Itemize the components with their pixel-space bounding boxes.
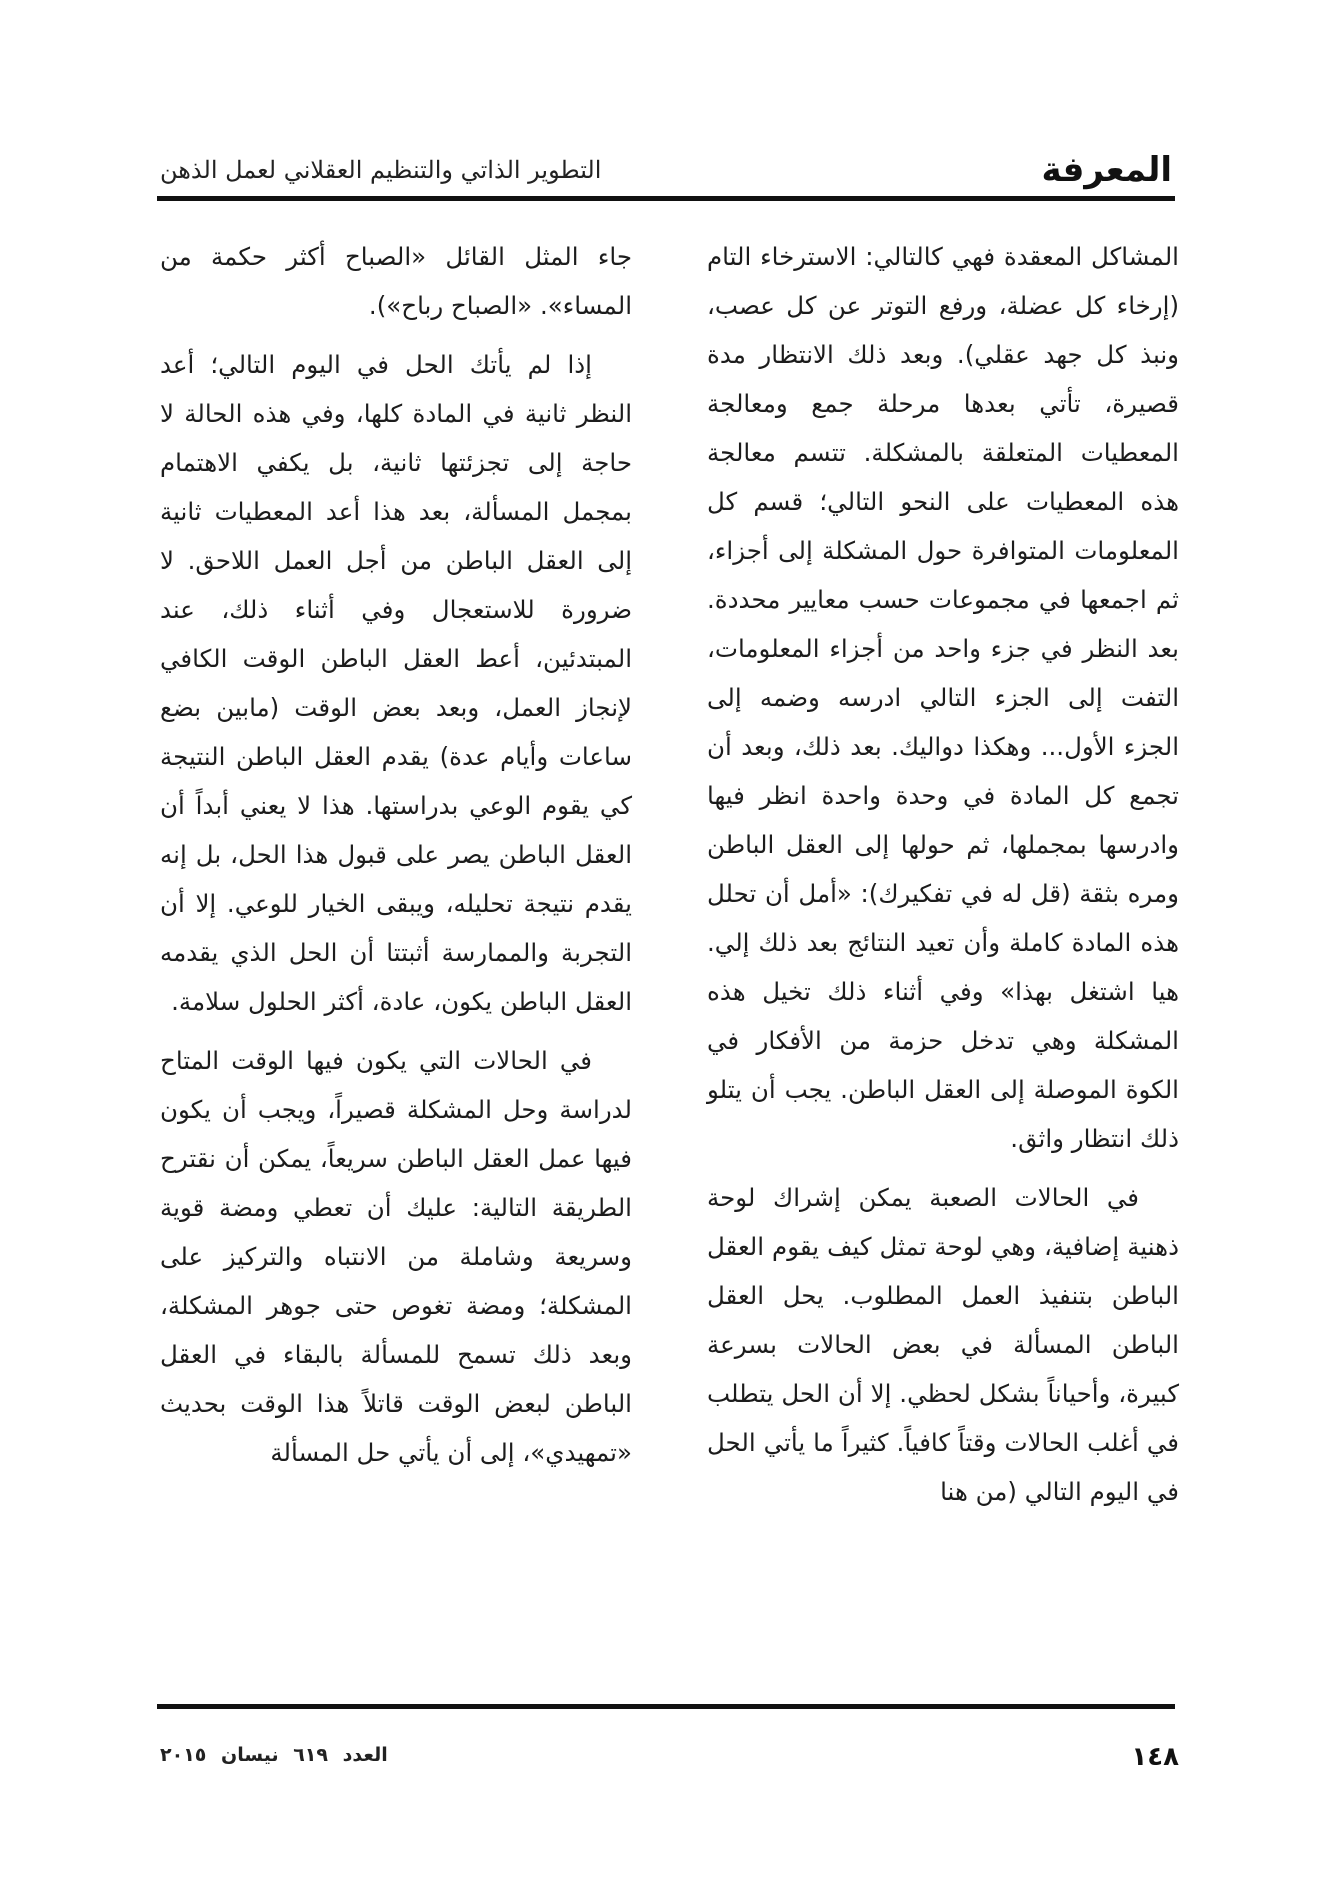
header-rule [157, 196, 1175, 201]
page-number: ١٤٨ [1131, 1742, 1179, 1772]
text-column-left [160, 232, 632, 1477]
footer-rule [157, 1704, 1175, 1709]
running-title: التطوير الذاتي والتنظيم العقلاني لعمل الذهن [160, 156, 602, 184]
text-column-right [707, 232, 1179, 1516]
paragraph: جاء المثل القائل «الصباح أكثر حكمة من المساء». «الصباح رباح»). [160, 242, 632, 320]
paragraph: إذا لم يأتك الحل في اليوم التالي؛ أعد النظر ثانية في المادة كلها، وفي هذه الحالة لا حاجة إلى تجزئتها ثانية، بل يكفي الاهتمام بمجمل المسألة، بعد هذا أعد المعطيات ثانية إلى العقل الباطن من أجل العمل اللاحق. لا ضرورة للاستعجال وفي أثناء ذلك، عند المبتدئين، أعط العقل الباطن الوقت الكافي لإنجاز العمل، وبعد بعض الوقت (مابين بضع ساعات وأيام عدة) يقدم العقل الباطن النتيجة كي يقوم الوعي بدراستها. هذا لا يعني أبداً أن العقل الباطن يصر على قبول هذا الحل، بل إنه يقدم نتيجة تحليله، ويبقى الخيار للوعي. إلا أن التجربة والممارسة أثبتتا أن الحل الذي يقدمه العقل الباطن يكون، عادة، أكثر الحلول سلامة. [160, 350, 632, 1016]
paragraph: في الحالات الصعبة يمكن إشراك لوحة ذهنية إضافية، وهي لوحة تمثل كيف يقوم العقل الباطن بتنفيذ العمل المطلوب. يحل العقل الباطن المسألة في بعض الحالات بسرعة كبيرة، وأحياناً بشكل لحظي. إلا أن الحل يتطلب في أغلب الحالات وقتاً كافياً. كثيراً ما يأتي الحل في اليوم التالي (من هنا [707, 1183, 1179, 1506]
issue-info: العدد ٦١٩ نيسان ٢٠١٥ [160, 1744, 388, 1766]
paragraph: المشاكل المعقدة فهي كالتالي: الاسترخاء التام (إرخاء كل عضلة، ورفع التوتر عن كل عصب، ونبذ كل جهد عقلي). وبعد ذلك الانتظار مدة قصيرة، تأتي بعدها مرحلة جمع ومعالجة المعطيات المتعلقة بالمشكلة. تتسم معالجة هذه المعطيات على النحو التالي؛ قسم كل المعلومات المتوافرة حول المشكلة إلى أجزاء، ثم اجمعها في مجموعات حسب معايير محددة. بعد النظر في جزء واحد من أجزاء المعلومات، التفت إلى الجزء التالي ادرسه وضمه إلى الجزء الأول... وهكذا دواليك. بعد ذلك، وبعد أن تجمع كل المادة في وحدة واحدة انظر فيها وادرسها بمجملها، ثم حولها إلى العقل الباطن ومره بثقة (قل له في تفكيرك): «أمل أن تحلل هذه المادة كاملة وأن تعيد النتائج بعد ذلك إلي. هيا اشتغل بهذا» وفي أثناء ذلك تخيل هذه المشكلة وهي تدخل حزمة من الأفكار في الكوة الموصلة إلى العقل الباطن. يجب أن يتلو ذلك انتظار واثق. [707, 242, 1179, 1153]
magazine-logo: المعرفة [1041, 150, 1172, 190]
paragraph: في الحالات التي يكون فيها الوقت المتاح لدراسة وحل المشكلة قصيراً، ويجب أن يكون فيها عمل العقل الباطن سريعاً، يمكن أن نقترح الطريقة التالية: عليك أن تعطي ومضة قوية وسريعة وشاملة من الانتباه والتركيز على المشكلة؛ ومضة تغوص حتى جوهر المشكلة، وبعد ذلك تسمح للمسألة بالبقاء في العقل الباطن لبعض الوقت قاتلاً هذا الوقت بحديث «تمهيدي»، إلى أن يأتي حل المسألة [160, 1046, 632, 1467]
page-header [160, 150, 1172, 194]
